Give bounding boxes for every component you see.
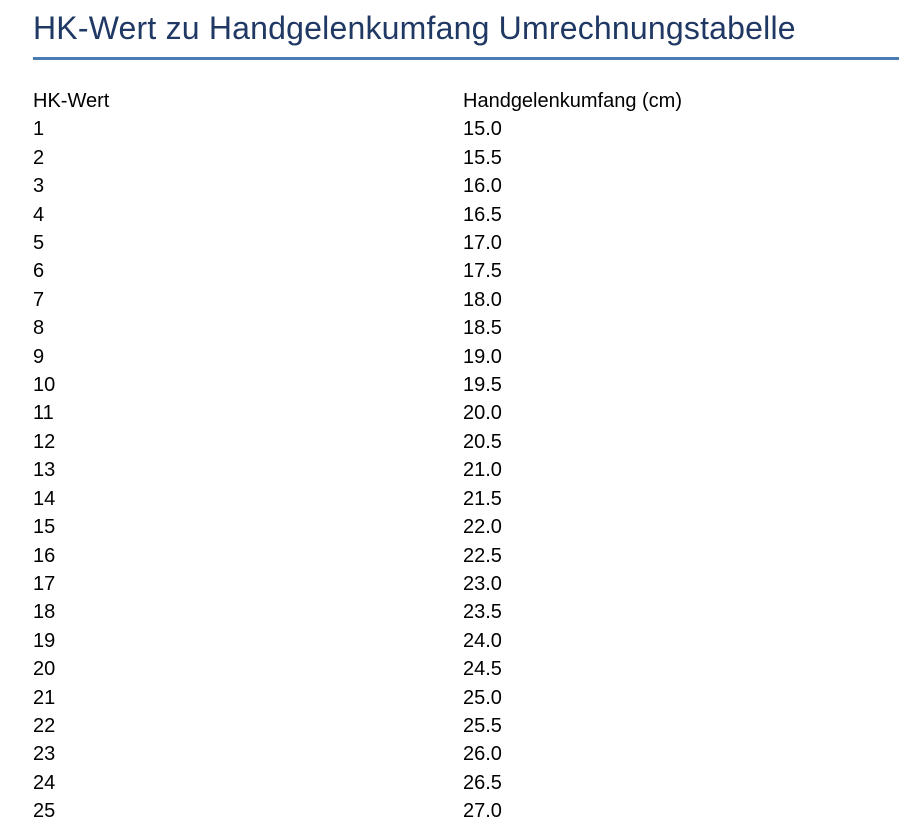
table-row xyxy=(33,428,899,456)
column-header-hk-wert: HK-Wert xyxy=(33,90,110,112)
cell-handgelenkumfang: 24.5 xyxy=(463,658,502,681)
cell-handgelenkumfang: 21.5 xyxy=(463,487,502,510)
table-row xyxy=(33,655,899,683)
cell-hk-wert: 13 xyxy=(33,459,56,482)
cell-hk-wert: 6 xyxy=(33,260,45,283)
table-row xyxy=(33,456,899,484)
table-row xyxy=(33,627,899,655)
cell-hk-wert: 24 xyxy=(33,771,56,794)
cell-handgelenkumfang: 19.5 xyxy=(463,374,502,397)
cell-hk-wert: 7 xyxy=(33,288,45,311)
cell-handgelenkumfang: 22.0 xyxy=(463,516,502,539)
cell-hk-wert: 14 xyxy=(33,487,56,510)
cell-handgelenkumfang: 24.0 xyxy=(463,629,502,652)
cell-handgelenkumfang: 15.5 xyxy=(463,146,502,169)
cell-handgelenkumfang: 16.5 xyxy=(463,203,502,226)
cell-handgelenkumfang: 16.0 xyxy=(463,175,502,198)
cell-hk-wert: 11 xyxy=(33,402,54,425)
table-row xyxy=(33,769,899,797)
cell-hk-wert: 5 xyxy=(33,232,45,255)
cell-handgelenkumfang: 20.5 xyxy=(463,430,502,453)
cell-handgelenkumfang: 20.0 xyxy=(463,402,502,425)
cell-handgelenkumfang: 21.0 xyxy=(463,459,502,482)
table-row xyxy=(33,740,899,768)
cell-handgelenkumfang: 25.0 xyxy=(463,686,502,709)
cell-handgelenkumfang: 15.0 xyxy=(463,118,502,141)
cell-hk-wert: 25 xyxy=(33,800,56,823)
cell-hk-wert: 4 xyxy=(33,203,45,226)
table-row xyxy=(33,399,899,427)
cell-hk-wert: 19 xyxy=(33,629,56,652)
table-row xyxy=(33,513,899,541)
table-row xyxy=(33,797,899,825)
cell-hk-wert: 3 xyxy=(33,175,45,198)
cell-hk-wert: 18 xyxy=(33,601,56,624)
table-row xyxy=(33,371,899,399)
cell-hk-wert: 21 xyxy=(33,686,56,709)
column-header-handgelenkumfang: Handgelenkumfang (cm) xyxy=(463,90,682,112)
table-row xyxy=(33,542,899,570)
table-body xyxy=(33,115,899,825)
cell-handgelenkumfang: 22.5 xyxy=(463,544,502,567)
cell-hk-wert: 2 xyxy=(33,146,45,169)
cell-hk-wert: 9 xyxy=(33,345,45,368)
cell-hk-wert: 1 xyxy=(33,118,45,141)
cell-handgelenkumfang: 26.0 xyxy=(463,743,502,766)
table-row xyxy=(33,712,899,740)
title-rule xyxy=(33,57,899,60)
cell-hk-wert: 17 xyxy=(33,572,56,595)
table-row xyxy=(33,570,899,598)
cell-hk-wert: 22 xyxy=(33,714,56,737)
cell-handgelenkumfang: 23.5 xyxy=(463,601,502,624)
table-row xyxy=(33,229,899,257)
cell-handgelenkumfang: 23.0 xyxy=(463,572,502,595)
cell-hk-wert: 8 xyxy=(33,317,45,340)
table-row xyxy=(33,684,899,712)
cell-hk-wert: 16 xyxy=(33,544,56,567)
cell-handgelenkumfang: 18.5 xyxy=(463,317,502,340)
cell-hk-wert: 12 xyxy=(33,430,56,453)
table-row xyxy=(33,144,899,172)
cell-handgelenkumfang: 27.0 xyxy=(463,800,502,823)
cell-hk-wert: 20 xyxy=(33,658,56,681)
table-row xyxy=(33,115,899,143)
table-row xyxy=(33,286,899,314)
cell-handgelenkumfang: 17.5 xyxy=(463,260,502,283)
cell-handgelenkumfang: 25.5 xyxy=(463,714,502,737)
table-header-row xyxy=(33,87,899,115)
cell-hk-wert: 15 xyxy=(33,516,56,539)
cell-handgelenkumfang: 19.0 xyxy=(463,345,502,368)
page-title: HK-Wert zu Handgelenkumfang Umrechnungstabelle xyxy=(33,10,796,46)
table-row xyxy=(33,201,899,229)
cell-hk-wert: 23 xyxy=(33,743,56,766)
table-row xyxy=(33,257,899,285)
cell-handgelenkumfang: 17.0 xyxy=(463,232,502,255)
cell-handgelenkumfang: 26.5 xyxy=(463,771,502,794)
table-row xyxy=(33,485,899,513)
table-row xyxy=(33,343,899,371)
table-row xyxy=(33,598,899,626)
cell-handgelenkumfang: 18.0 xyxy=(463,288,502,311)
conversion-table xyxy=(33,87,899,826)
table-row xyxy=(33,314,899,342)
cell-hk-wert: 10 xyxy=(33,374,56,397)
table-row xyxy=(33,172,899,200)
